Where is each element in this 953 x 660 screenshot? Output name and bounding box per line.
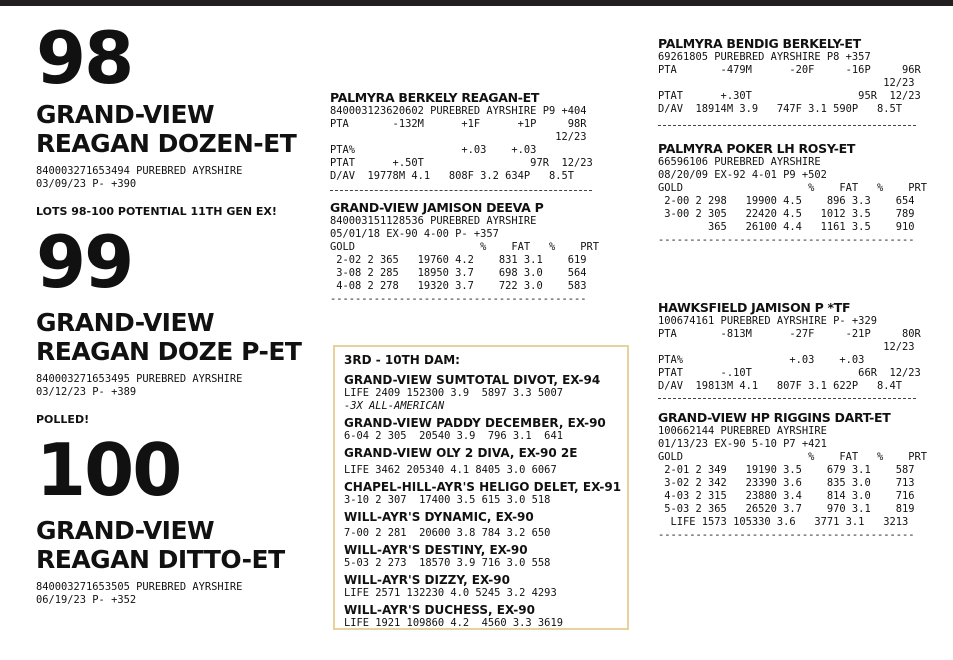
pedigree-sire (330, 90, 593, 183)
dam-name: GRAND-VIEW SUMTOTAL DIVOT, EX-94 (344, 373, 601, 387)
lot-number: 99 (36, 220, 133, 304)
dam-record: 5-03 2 273 18570 3.9 716 3.0 558 (344, 557, 551, 569)
dam-name: CHAPEL-HILL-AYR'S HELIGO DELET, EX-91 (344, 480, 622, 494)
registration-line: 840003271653505 PUREBRED AYRSHIRE (36, 581, 243, 593)
pedigree-sire-dam (658, 141, 927, 247)
dam-record: LIFE 2409 152300 3.9 5897 3.3 5007 (344, 387, 563, 399)
pedigree-title: PALMYRA POKER LH ROSY-ET (658, 141, 856, 156)
pedigree-stats: 69261805 PUREBRED AYRSHIRE P8 +357 PTA -479M -20F -16P 96R 12/23 PTAT +.30T 95R 12/23 D/AV 18914M 3.9 747F 3.1 590P 8.5T (658, 51, 921, 115)
dam-record: 3-10 2 307 17400 3.5 615 3.0 518 (344, 494, 551, 506)
registration-line: 840003271653494 PUREBRED AYRSHIRE (36, 165, 243, 177)
dam-name: WILL-AYR'S DESTINY, EX-90 (344, 543, 528, 557)
dam-record: LIFE 2571 132230 4.0 5245 3.2 4293 (344, 587, 557, 599)
pedigree-stats: 100674161 PUREBRED AYRSHIRE P- +329 PTA -813M -27F -21P 80R 12/23 PTA% +.03 +.03 PTAT -.10T 66R 12/23 D/AV 19813M 4.1 807F 3.1 622P 8.4T (658, 315, 921, 392)
birth-info: 03/12/23 P- +389 (36, 386, 137, 398)
animal-name: GRAND-VIEW REAGAN DITTO-ET (36, 516, 285, 574)
dam-honor: -3X ALL-AMERICAN (344, 400, 445, 412)
dams-box (333, 345, 629, 630)
lot-number: 100 (36, 428, 181, 512)
pedigree-stats: 100662144 PUREBRED AYRSHIRE 01/13/23 EX-90 5-10 P7 +421 GOLD % FAT % PRT 2-01 2 349 19190 3.5 679 3.1 587 3-02 2 342 23390 3.6 835 3.0 713 4-03 2 315 23880 3.4 814 3.0 716 5-03 2 365 26520 3.7 970 3.1 819 LIFE 1573 105330 3.6 3771 3.1 3213 ----------------------------------------- (658, 425, 927, 541)
pedigree-title: PALMYRA BENDIG BERKELY-ET (658, 36, 861, 51)
birth-info: 06/19/23 P- +352 (36, 594, 137, 606)
pedigree-title: PALMYRA BERKELY REAGAN-ET (330, 90, 540, 105)
dam-name: WILL-AYR'S DIZZY, EX-90 (344, 573, 510, 587)
dam-name: GRAND-VIEW PADDY DECEMBER, EX-90 (344, 416, 606, 430)
dam-name: GRAND-VIEW OLY 2 DIVA, EX-90 2E (344, 446, 578, 460)
pedigree-dam-sire (658, 300, 921, 393)
lot-note: LOTS 98-100 POTENTIAL 11TH GEN EX! (36, 205, 277, 218)
pedigree-dam (330, 200, 599, 306)
dam-record: 6-04 2 305 20540 3.9 796 3.1 641 (344, 430, 563, 442)
pedigree-title: GRAND-VIEW HP RIGGINS DART-ET (658, 410, 891, 425)
animal-name: GRAND-VIEW REAGAN DOZEN-ET (36, 100, 297, 158)
pedigree-stats: 66596106 PUREBRED AYRSHIRE 08/20/09 EX-92 4-01 P9 +502 GOLD % FAT % PRT 2-00 2 298 19900 4.5 896 3.3 654 3-00 2 305 22420 4.5 1012 3.5 789 365 26100 4.4 1161 3.5 910 ----------------------------------------- (658, 156, 927, 246)
dam-name: WILL-AYR'S DUCHESS, EX-90 (344, 603, 535, 617)
divider (658, 398, 916, 399)
birth-info: 03/09/23 P- +390 (36, 178, 137, 190)
animal-name: GRAND-VIEW REAGAN DOZE P-ET (36, 308, 302, 366)
lot-number: 98 (36, 16, 133, 100)
dam-record: LIFE 1921 109860 4.2 4560 3.3 3619 (344, 617, 563, 629)
registration-line: 840003271653495 PUREBRED AYRSHIRE (36, 373, 243, 385)
dams-heading: 3RD - 10TH DAM: (344, 353, 460, 367)
divider (330, 190, 592, 191)
pedigree-stats: 840003151128536 PUREBRED AYRSHIRE 05/01/18 EX-90 4-00 P- +357 GOLD % FAT % PRT 2-02 2 365 19760 4.2 831 3.1 619 3-08 2 285 18950 3.7 698 3.0 564 4-08 2 278 19320 3.7 722 3.0 583 ----------------------------------------- (330, 215, 599, 305)
dam-record: 7-00 2 281 20600 3.8 784 3.2 650 (344, 527, 551, 539)
divider (658, 125, 916, 126)
pedigree-title: GRAND-VIEW JAMISON DEEVA P (330, 200, 544, 215)
pedigree-dam-dam (658, 410, 927, 542)
dam-name: WILL-AYR'S DYNAMIC, EX-90 (344, 510, 534, 524)
dam-record: LIFE 3462 205340 4.1 8405 3.0 6067 (344, 464, 557, 476)
pedigree-stats: 840003123620602 PUREBRED AYRSHIRE P9 +404 PTA -132M +1F +1P 98R 12/23 PTA% +.03 +.03 PTAT +.50T 97R 12/23 D/AV 19778M 4.1 808F 3.2 634P 8.5T (330, 105, 593, 182)
lot-note: POLLED! (36, 413, 90, 426)
pedigree-title: HAWKSFIELD JAMISON P *TF (658, 300, 851, 315)
top-bar (0, 0, 953, 6)
pedigree-sire-sire (658, 36, 921, 116)
